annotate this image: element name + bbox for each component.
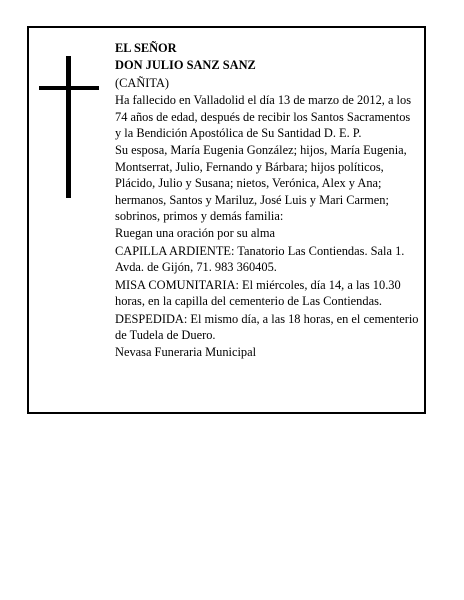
cross-vertical-bar bbox=[66, 56, 71, 198]
farewell-info: DESPEDIDA: El mismo día, a las 18 horas, en el cementerio de Tudela de Duero. bbox=[115, 311, 419, 342]
funeral-chapel-info: CAPILLA ARDIENTE: Tanatorio Las Contiendas. Sala 1. Avda. de Gijón, 71. 983 360405. bbox=[115, 243, 405, 275]
deceased-nickname: (CAÑITA) bbox=[115, 75, 170, 90]
family-list: Su esposa, María Eugenia González; hijos, María Eugenia, Montserrat, Julio, Fernando y Bárbara; hijos políticos, Plácido, Julio y Susana; nietos, Verónica, Alex y Ana; hermanos, Santos y Mariluz, José Luis y Mari Carmen; sobrinos, primos y demás familia: bbox=[115, 143, 407, 224]
notice-heading: EL SEÑOR bbox=[115, 41, 177, 55]
prayer-request: Ruegan una oración por su alma bbox=[115, 226, 275, 241]
notice-text bbox=[115, 40, 419, 362]
mass-info: MISA COMUNITARIA: El miércoles, día 14, a las 10.30 horas, en la capilla del cementerio de Las Contiendas. bbox=[115, 277, 401, 309]
cross-icon bbox=[39, 56, 101, 198]
obituary-notice bbox=[27, 26, 426, 414]
death-announcement: Ha fallecido en Valladolid el día 13 de marzo de 2012, a los 74 años de edad, después de recibir los Santos Sacramentos y la Bendición Apostólica de Su Santidad D. E. P. bbox=[115, 93, 412, 141]
funeral-home: Nevasa Funeraria Municipal bbox=[115, 345, 257, 360]
cross-horizontal-bar bbox=[39, 86, 99, 90]
deceased-name: DON JULIO SANZ SANZ bbox=[115, 58, 256, 73]
